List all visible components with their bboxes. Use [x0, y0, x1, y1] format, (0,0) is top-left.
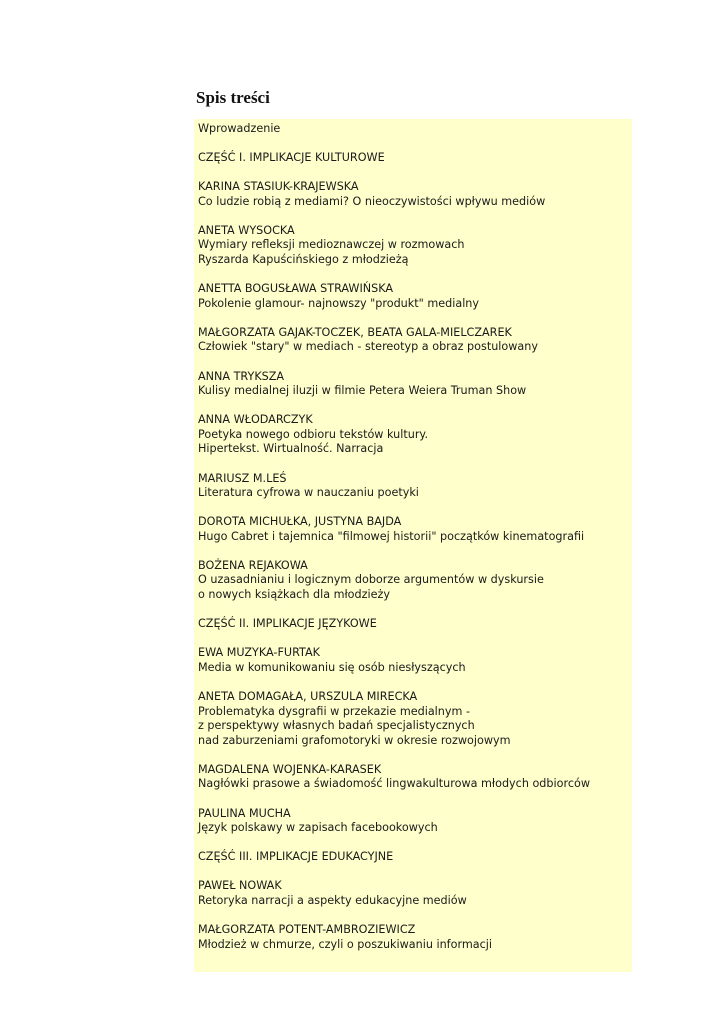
toc-entry-title-line: nad zaburzeniami grafomotoryki w okresie rozwojowym	[198, 733, 511, 747]
toc-entry	[198, 617, 632, 632]
toc-entry-title-line: Hipertekst. Wirtualność. Narracja	[198, 442, 384, 456]
toc-entry-title-line: O uzasadnianiu i logicznym doborze argumentów w dyskursie	[198, 573, 544, 587]
toc-entry-title-line: Pokolenie glamour- najnowszy "produkt" medialny	[198, 296, 480, 310]
toc-entry	[198, 923, 632, 952]
toc-entry	[198, 122, 632, 137]
toc-entry-heading: CZĘŚĆ II. IMPLIKACJE JĘZYKOWE	[198, 617, 377, 631]
page-title: Spis treści	[196, 88, 270, 107]
toc-entry-heading: PAULINA MUCHA	[198, 806, 291, 820]
toc-entry-heading: ANETTA BOGUSŁAWA STRAWIŃSKA	[198, 282, 394, 296]
toc-entry-heading: DOROTA MICHUŁKA, JUSTYNA BAJDA	[198, 515, 402, 529]
toc-entry-title-line: Media w komunikowaniu się osób niesłyszących	[198, 660, 466, 674]
toc-entry-heading: ANETA WYSOCKA	[198, 223, 295, 237]
toc-entry	[198, 180, 632, 209]
toc-entry	[198, 224, 632, 268]
toc-entry-heading: MAŁGORZATA POTENT-AMBROZIEWICZ	[198, 922, 416, 936]
toc-entry-heading: CZĘŚĆ III. IMPLIKACJE EDUKACYJNE	[198, 850, 394, 864]
toc-entry	[198, 559, 632, 603]
toc-entry-heading: ANNA WŁODARCZYK	[198, 413, 313, 427]
toc-entry	[198, 690, 632, 748]
toc-entry-title-line: o nowych książkach dla młodzieży	[198, 588, 390, 602]
toc-entry-title-line: Co ludzie robią z mediami? O nieoczywistości wpływu mediów	[198, 194, 546, 208]
toc-entry	[198, 151, 632, 166]
toc-entry-heading: Wprowadzenie	[198, 122, 281, 135]
toc-entry-title-line: Poetyka nowego odbioru tekstów kultury.	[198, 427, 428, 441]
toc-entry-title-line: Nagłówki prasowe a świadomość lingwakulturowa młodych odbiorców	[198, 777, 590, 791]
toc-entry-heading: BOŻENA REJAKOWA	[198, 558, 308, 572]
toc-entry-heading: KARINA STASIUK-KRAJEWSKA	[198, 180, 359, 194]
toc-entry-title-line: Język polskawy w zapisach facebookowych	[198, 821, 438, 835]
toc-entry-heading: PAWEŁ NOWAK	[198, 879, 282, 893]
toc-entry-title-line: Wymiary refleksji medioznawczej w rozmowach	[198, 238, 465, 252]
toc-entry	[198, 763, 632, 792]
toc-entry-heading: ANNA TRYKSZA	[198, 369, 285, 383]
toc-entry	[198, 879, 632, 908]
toc-entry-heading: MARIUSZ M.LEŚ	[198, 471, 287, 485]
toc-entry	[198, 282, 632, 311]
toc-entry-heading: MAŁGORZATA GAJAK-TOCZEK, BEATA GALA-MIELCZAREK	[198, 325, 512, 339]
toc-entry-title-line: Literatura cyfrowa w nauczaniu poetyki	[198, 486, 419, 500]
toc-entry	[198, 370, 632, 399]
toc-entry	[198, 413, 632, 457]
toc-entry-title-line: Problematyka dysgrafii w przekazie medialnym -	[198, 704, 470, 718]
toc-entry-title-line: Kulisy medialnej iluzji w filmie Petera Weiera Truman Show	[198, 384, 527, 398]
toc-entry-title-line: Retoryka narracji a aspekty edukacyjne mediów	[198, 893, 467, 907]
toc-entry-title-line: Młodzież w chmurze, czyli o poszukiwaniu informacji	[198, 937, 492, 951]
toc-entry	[198, 807, 632, 836]
table-of-contents	[194, 119, 632, 972]
toc-entry-heading: ANETA DOMAGAŁA, URSZULA MIRECKA	[198, 689, 418, 703]
toc-entry-title-line: Człowiek "stary" w mediach - stereotyp a obraz postulowany	[198, 340, 538, 354]
toc-entry	[198, 472, 632, 501]
toc-entry-heading: EWA MUZYKA-FURTAK	[198, 646, 320, 660]
toc-entry	[198, 515, 632, 544]
toc-entry-title-line: Ryszarda Kapuścińskiego z młodzieżą	[198, 253, 409, 267]
toc-entry	[198, 646, 632, 675]
toc-entry-heading: MAGDALENA WOJENKA-KARASEK	[198, 762, 382, 776]
toc-entry-title-line: Hugo Cabret i tajemnica "filmowej historii" początków kinematografii	[198, 529, 585, 543]
toc-entry	[198, 850, 632, 865]
toc-entry	[198, 326, 632, 355]
toc-entry-title-line: z perspektywy własnych badań specjalistycznych	[198, 719, 475, 733]
toc-entry-heading: CZĘŚĆ I. IMPLIKACJE KULTUROWE	[198, 151, 385, 165]
